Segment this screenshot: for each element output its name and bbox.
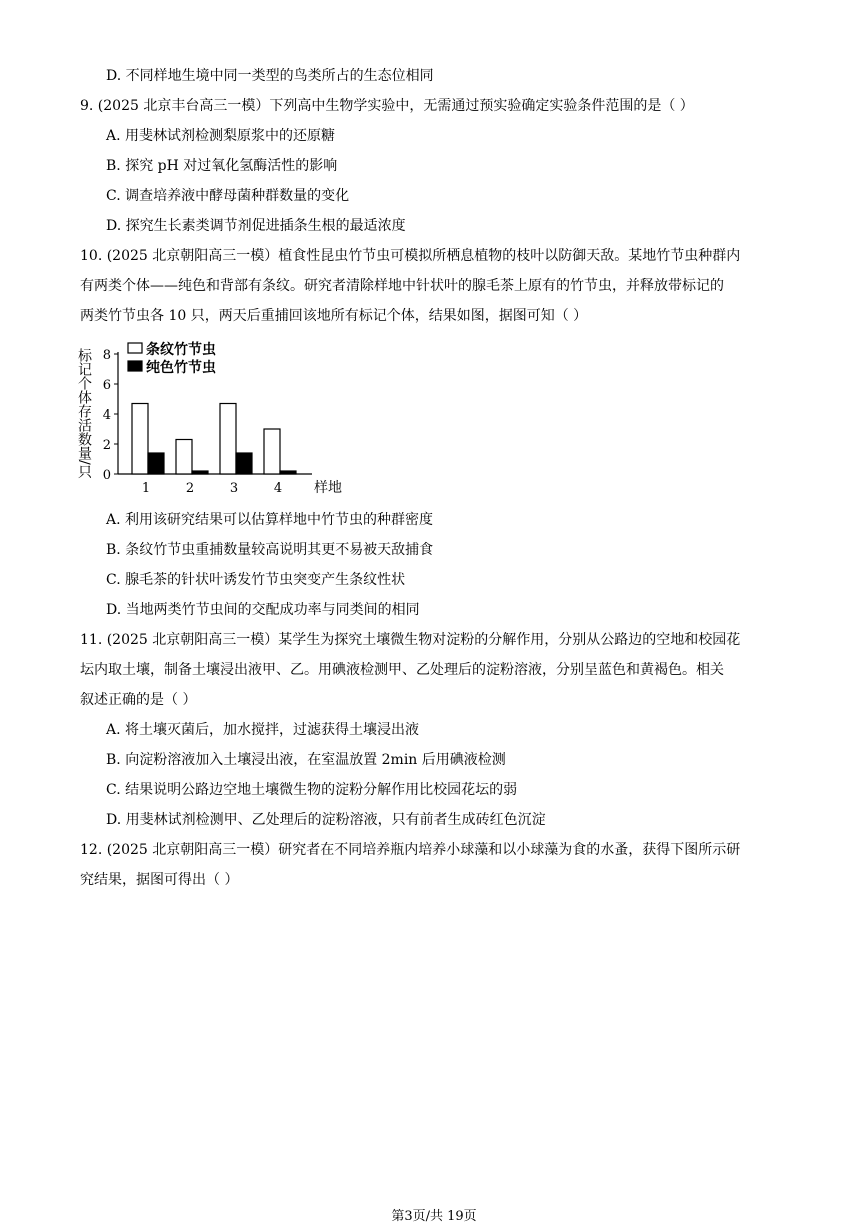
x-tick-label: 1 [141, 481, 151, 496]
option-d-q9: D. 探究生长素类调节剂促进插条生根的最适浓度 [106, 218, 406, 234]
y-tick-label: 6 [102, 378, 111, 393]
x-axis-label: 样地 [314, 480, 342, 496]
question-12-stem-line2: 究结果，据图可得出（ ） [80, 872, 239, 888]
option-a-q11: A. 将土壤灭菌后，加水搅拌，过滤获得土壤浸出液 [106, 722, 420, 738]
question-9-stem: 9. (2025 北京丰台高三一模）下列高中生物学实验中，无需通过预实验确定实验条件范围的是（ ） [80, 98, 694, 114]
option-b-q10: B. 条纹竹节虫重捕数量较高说明其更不易被天敌捕食 [106, 542, 434, 558]
y-axis-label: 标记个体存活数量/只 [76, 348, 92, 479]
x-tick-label: 3 [229, 481, 239, 496]
bar-solid-site-2 [192, 471, 208, 474]
option-d-q8: D. 不同样地生境中同一类型的鸟类所占的生态位相同 [106, 68, 434, 84]
bar-striped-site-1 [132, 404, 148, 475]
option-c-q9: C. 调查培养液中酵母菌种群数量的变化 [106, 188, 350, 204]
bar-solid-site-3 [236, 453, 252, 474]
option-b-q9: B. 探究 pH 对过氧化氢酶活性的影响 [106, 158, 338, 174]
y-tick-label: 8 [102, 348, 111, 363]
option-a-q10: A. 利用该研究结果可以估算样地中竹节虫的种群密度 [106, 512, 434, 528]
option-b-q11: B. 向淀粉溶液加入土壤浸出液，在室温放置 2min 后用碘液检测 [106, 752, 506, 768]
question-10-stem-line2: 有两类个体——纯色和背部有条纹。研究者清除样地中针状叶的腺毛茶上原有的竹节虫，并释放带标记的 [80, 278, 724, 294]
legend-label: 条纹竹节虫 [146, 342, 216, 358]
bar-striped-site-3 [220, 404, 236, 475]
option-a-q9: A. 用斐林试剂检测梨原浆中的还原糖 [106, 128, 336, 144]
option-c-q11: C. 结果说明公路边空地土壤微生物的淀粉分解作用比校园花坛的弱 [106, 782, 518, 798]
question-11-stem-line3: 叙述正确的是（ ） [80, 692, 197, 708]
legend-swatch [128, 343, 142, 353]
bar-striped-site-4 [264, 429, 280, 474]
bar-striped-site-2 [176, 440, 192, 475]
option-d-q11: D. 用斐林试剂检测甲、乙处理后的淀粉溶液，只有前者生成砖红色沉淀 [106, 812, 546, 828]
option-c-q10: C. 腺毛茶的针状叶诱发竹节虫突变产生条纹性状 [106, 572, 406, 588]
legend-swatch [128, 361, 142, 371]
bar-solid-site-1 [148, 453, 164, 474]
question-11-stem-line1: 11. (2025 北京朝阳高三一模）某学生为探究土壤微生物对淀粉的分解作用，分别从公路边的空地和校园花 [80, 632, 741, 648]
question-10-stem-line3: 两类竹节虫各 10 只，两天后重捕回该地所有标记个体，结果如图，据图可知（ ） [80, 308, 588, 324]
y-tick-label: 4 [102, 408, 111, 423]
x-tick-label: 2 [185, 481, 195, 496]
bar-solid-site-4 [280, 471, 296, 474]
legend-label: 纯色竹节虫 [146, 360, 216, 376]
y-tick-label: 0 [102, 468, 111, 483]
y-tick-label: 2 [102, 438, 111, 453]
question-11-stem-line2: 坛内取土壤，制备土壤浸出液甲、乙。用碘液检测甲、乙处理后的淀粉溶液，分别呈蓝色和黄褐色。相关 [80, 662, 724, 678]
question-12-stem-line1: 12. (2025 北京朝阳高三一模）研究者在不同培养瓶内培养小球藻和以小球藻为食的水蚤，获得下图所示研 [80, 842, 741, 858]
bar-chart [78, 338, 378, 498]
option-d-q10: D. 当地两类竹节虫间的交配成功率与同类间的相同 [106, 602, 420, 618]
x-tick-label: 4 [273, 481, 283, 496]
question-10-stem-line1: 10. (2025 北京朝阳高三一模）植食性昆虫竹节虫可模拟所栖息植物的枝叶以防御天敌。某地竹节虫种群内 [80, 248, 741, 264]
page-footer: 第3页/共 19页 [391, 1209, 477, 1224]
